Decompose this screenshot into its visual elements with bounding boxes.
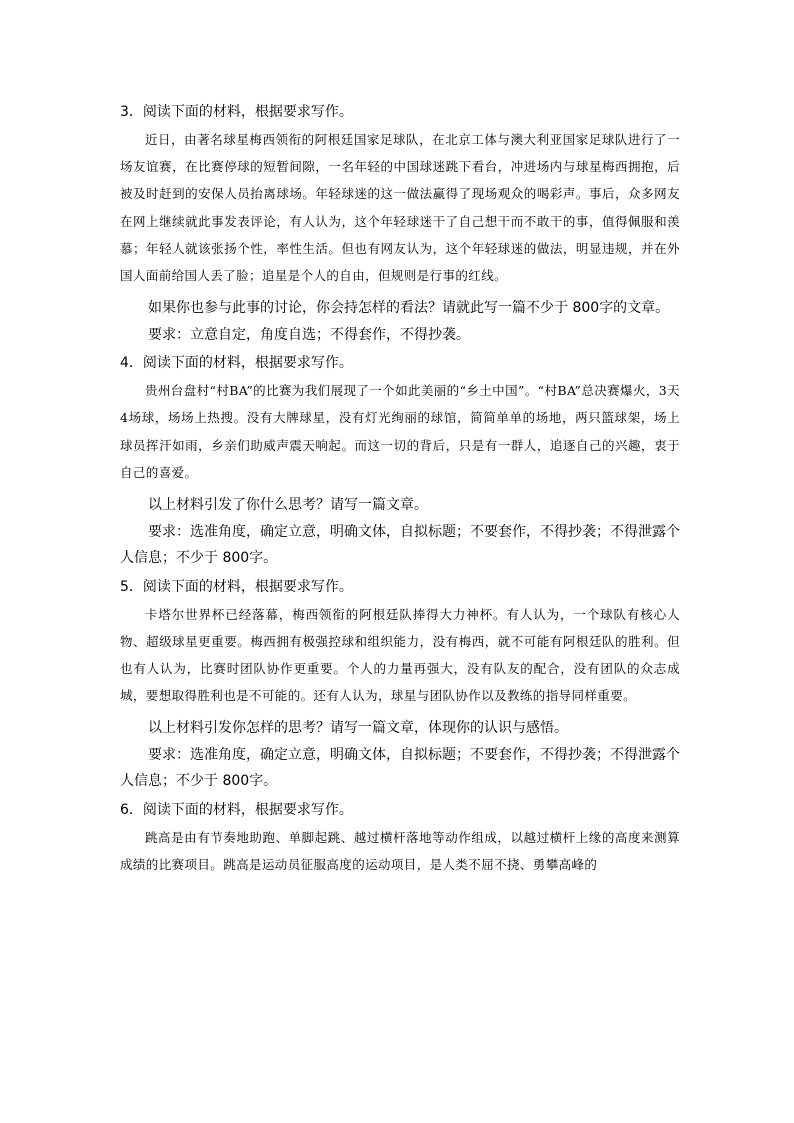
requirements-text: 要求：选准角度，确定立意，明确文体，自拟标题；不要套作，不得抄袭；不得泄露个人信息；不少于 800字。 (120, 746, 680, 790)
question-heading: 4．阅读下面的材料，根据要求写作。 (120, 355, 353, 372)
requirements-text: 要求：立意自定，角度自选；不得套作，不得抄袭。 (148, 326, 470, 343)
material-text: 跳高是由有节奏地助跑、单脚起跳、越过横杆落地等动作组成，以越过横杆上缘的高度来测算成绩的比赛项目。跳高是运动员征服高度的运动项目，是人类不屈不挠、勇攀高峰的 (120, 829, 680, 873)
material-text: 近日，由著名球星梅西领衔的阿根廷国家足球队，在北京工体与澳大利亚国家足球队进行了一场友谊赛，在比赛停球的短暂间隙，一名年轻的中国球迷跳下看台，冲进场内与球星梅西拥抱，后被及时赶到的安保人员抬离球场。年轻球迷的这一做法赢得了现场观众的喝彩声。事后，众多网友在网上继续就此事发表评论，有人认为，这个年轻球迷干了自己想干而不敢干的事，值得佩服和羡慕；年轻人就该张扬个性，率性生活。但也有网友认为，这个年轻球迷的做法，明显违规，并在外国人面前给国人丢了脸；追星是个人的自由，但规则是行事的红线。 (120, 132, 680, 284)
question-4 (120, 354, 680, 571)
prompt-text: 如果你也参与此事的讨论，你会持怎样的看法？请就此写一篇不少于 800字的文章。 (148, 300, 670, 317)
prompt-text: 以上材料引发了你什么思考？请写一篇文章。 (148, 497, 428, 514)
material-text: 卡塔尔世界杯已经落幕，梅西领衔的阿根廷队捧得大力神杯。有人认为，一个球队有核心人物、超级球星更重要。梅西拥有极强控球和组织能力，没有梅西，就不可能有阿根廷队的胜利。但也有人认为，比赛时团队协作更重要。个人的力量再强大，没有队友的配合，没有团队的众志成城，要想取得胜利也是不可能的。还有人认为，球星与团队协作以及教练的指导同样重要。 (120, 606, 680, 704)
material-text: 贵州台盘村“村BA”的比赛为我们展现了一个如此美丽的“乡土中国”。“村BA”总决赛爆火，3天4场球，场场上热搜。没有大牌球星，没有灯光绚丽的球馆，简简单单的场地，两只篮球架，场上球员挥汗如雨，乡亲们助威声震天响起。而这一切的背后，只是有一群人，追逐自己的兴趣，衷于自己的喜爱。 (120, 383, 680, 480)
prompt-text: 以上材料引发你怎样的思考？请写一篇文章，体现你的认识与感悟。 (148, 720, 568, 737)
requirements-text: 要求：选准角度，确定立意，明确文体，自拟标题；不要套作，不得抄袭；不得泄露个人信息；不少于 800字。 (120, 523, 680, 567)
question-6 (120, 801, 680, 878)
question-3 (120, 103, 680, 348)
question-heading: 3．阅读下面的材料，根据要求写作。 (120, 104, 353, 120)
question-heading: 5．阅读下面的材料，根据要求写作。 (120, 578, 353, 595)
question-heading: 6．阅读下面的材料，根据要求写作。 (120, 801, 353, 818)
question-5 (120, 578, 680, 795)
document-body (120, 103, 680, 884)
